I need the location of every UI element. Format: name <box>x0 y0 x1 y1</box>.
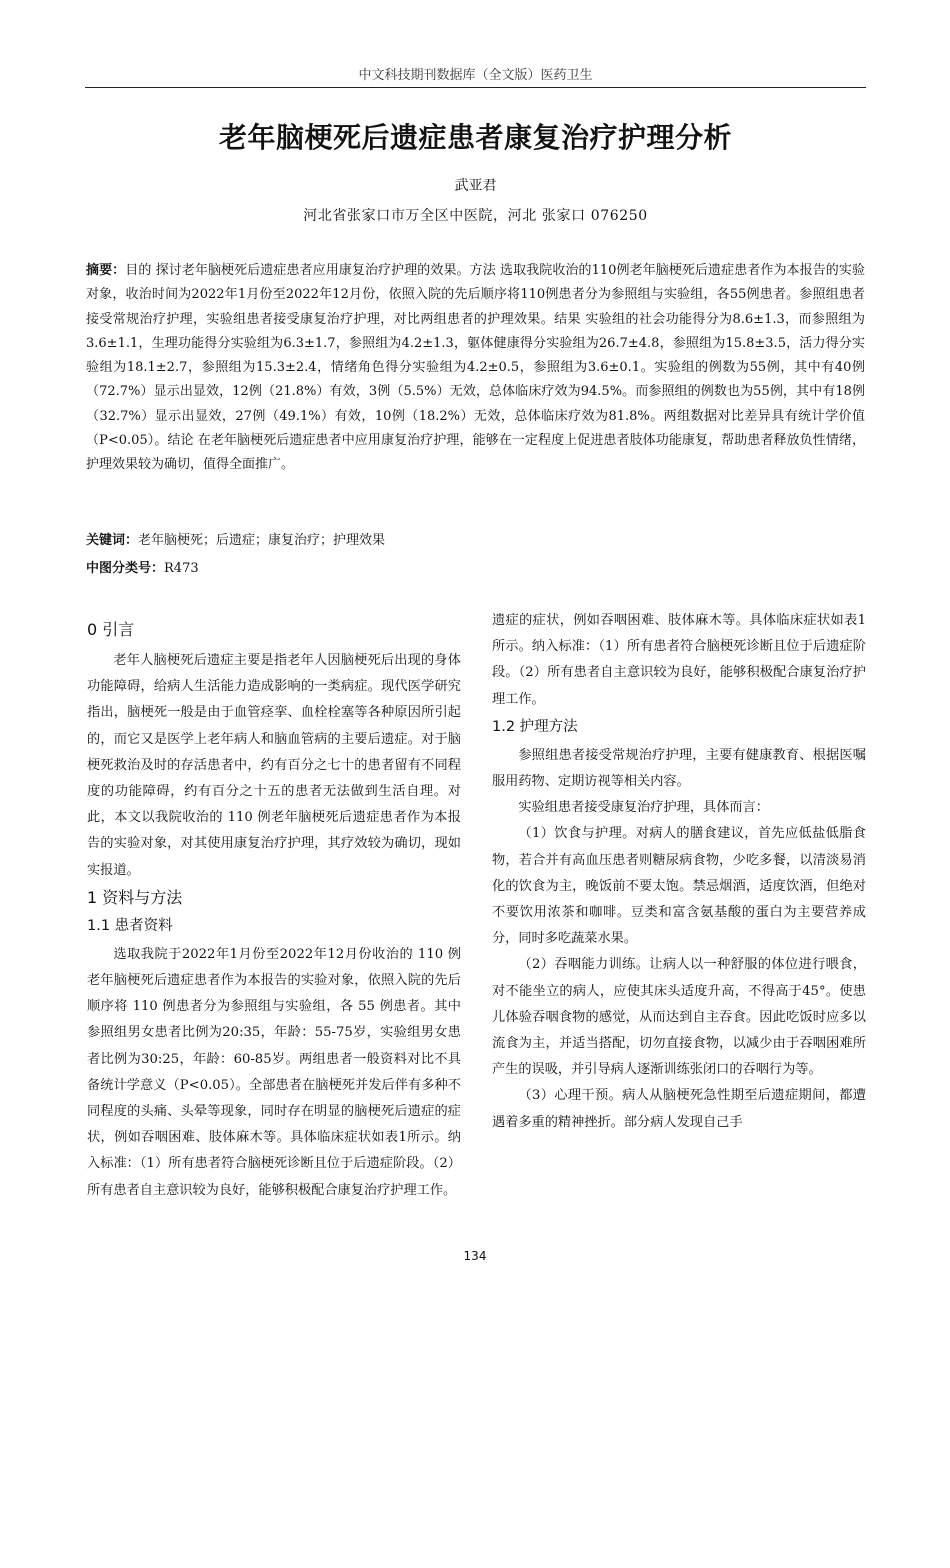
classification-label: 中图分类号： <box>86 561 165 576</box>
right-column <box>492 608 866 1136</box>
article-title: 老年脑梗死后遗症患者康复治疗护理分析 <box>218 121 732 154</box>
left-column <box>87 616 461 1568</box>
keywords-label: 关键词： <box>86 533 139 548</box>
paragraph: （2）吞咽能力训练。让病人以一种舒服的体位进行喂食，对不能坐立的病人，应使其床头适度升高，不得高于45°。使患儿体验吞咽食物的感觉，从而达到自主吞食。因此吃饭时应多以流食为主，并适当搭配，切勿直接食物，以减少由于吞咽困难所产生的误吸，并引导病人逐渐训练张闭口的吞咽行为等。 <box>492 957 866 1078</box>
abstract-text: 目的 探讨老年脑梗死后遗症患者应用康复治疗护理的效果。方法 选取我院收治的110例老年脑梗死后遗症患者作为本报告的实验对象，收治时间为2022年1月份至2022年12月份，依照入院的先后顺序将110例患者分为参照组与实验组，各55例患者。参照组患者接受常规治疗护理，实验组患者接受康复治疗护理，对比两组患者的护理效果。结果 实验组的社会功能得分为8.6±1.3，而参照组为3.6±1.1，生理功能得分实验组为6.3±1.7，参照组为4.2±1.3，躯体健康得分实验组为26.7±4.8，参照组为15.8±3.5，活力得分实验组为18.1±2.7，参照组为15.3±2.4，情绪角色得分实验组为4.2±0.5，参照组为3.6±0.1。实验组的例数为55例，其中有40例（72.7%）显示出显效，12例（21.8%）有效，3例（5.5%）无效，总体临床疗效为94.5%。而参照组的例数也为55例，其中有18例（32.7%）显示出显效，27例（49.1%）有效，10例（18.2%）无效，总体临床疗效为81.8%。两组数据对比差异具有统计学价值（P<0.05）。结论 在老年脑梗死后遗症患者中应用康复治疗护理，能够在一定程度上促进患者肢体功能康复，帮助患者释放负性情绪，护理效果较为确切，值得全面推广。 <box>86 263 865 473</box>
subsection-heading-nursing-methods: 1.2 护理方法 <box>492 718 578 735</box>
abstract <box>86 259 865 478</box>
section-heading-introduction: 0 引言 <box>87 620 135 639</box>
keywords-text: 老年脑梗死；后遗症；康复治疗；护理效果 <box>138 533 386 548</box>
article-author: 武亚君 <box>454 178 497 194</box>
page-number: 134 <box>463 1249 487 1263</box>
journal-header: 中文科技期刊数据库（全文版）医药卫生 <box>358 68 593 83</box>
keywords <box>86 530 865 552</box>
paragraph: 选取我院于2022年1月份至2022年12月份收治的 110 例老年脑梗死后遗症患者作为本报告的实验对象，依照入院的先后顺序将 110 例患者分为参照组与实验组，各 55 例患者。其中参照组男女患者比例为20:35，年龄：55-75岁，实验组男女患者比例为30:25，年龄：60-85岁。两组患者一般资料对比不具备统计学意义（P<0.05）。全部患者在脑梗死并发后伴有多种不同程度的头痛、头晕等现象，同时存在明显的脑梗死后遗症的症状，例如吞咽困难、肢体麻木等。具体临床症状如表1所示。纳入标准：（1）所有患者符合脑梗死诊断且位于后遗症阶段。（2）所有患者自主意识较为良好，能够积极配合康复治疗护理工作。 <box>87 946 461 1198</box>
abstract-label: 摘要： <box>86 263 126 278</box>
classification <box>86 558 865 580</box>
paragraph: 老年人脑梗死后遗症主要是指老年人因脑梗死后出现的身体功能障碍，给病人生活能力造成影响的一类病症。现代医学研究指出，脑梗死一般是由于血管痉挛、血栓栓塞等各种原因所引起的，而它又是医学上老年病人和脑血管病的主要后遗症。对于脑梗死救治及时的存活患者中，约有百分之七十的患者留有不同程度的功能障碍，约有百分之十五的患者无法做到生活自理。对此，本文以我院收治的 110 例老年脑梗死后遗症患者作为本报告的实验对象，对其使用康复治疗护理，其疗效较为确切，现如实报道。 <box>87 653 461 878</box>
paragraph: （3）心理干预。病人从脑梗死急性期至后遗症期间，都遭遇着多重的精神挫折。部分病人发现自己手 <box>492 1088 866 1130</box>
subsection-heading-patients: 1.1 患者资料 <box>87 917 173 934</box>
paragraph-continued: 遗症的症状，例如吞咽困难、肢体麻木等。具体临床症状如表1所示。纳入标准：（1）所有患者符合脑梗死诊断且位于后遗症阶段。（2）所有患者自主意识较为良好，能够积极配合康复治疗护理工作。 <box>492 613 866 707</box>
article-affiliation: 河北省张家口市万全区中医院，河北 张家口 076250 <box>303 208 648 224</box>
paragraph: 实验组患者接受康复治疗护理，具体而言： <box>518 800 769 816</box>
paragraph: 参照组患者接受常规治疗护理，主要有健康教育、根据医嘱服用药物、定期访视等相关内容。 <box>492 747 866 790</box>
classification-text: R473 <box>164 561 199 576</box>
header-rule <box>85 87 866 88</box>
section-heading-materials-methods: 1 资料与方法 <box>87 887 183 907</box>
paragraph: （1）饮食与护理。对病人的膳食建议，首先应低盐低脂食物，若合并有高血压患者则糖尿病食物，少吃多餐，以清淡易消化的饮食为主，晚饭前不要太饱。禁忌烟酒，适度饮酒，但绝对不要饮用浓茶和咖啡。豆类和富含氨基酸的蛋白为主要营养成分，同时多吃蔬菜水果。 <box>492 826 866 947</box>
